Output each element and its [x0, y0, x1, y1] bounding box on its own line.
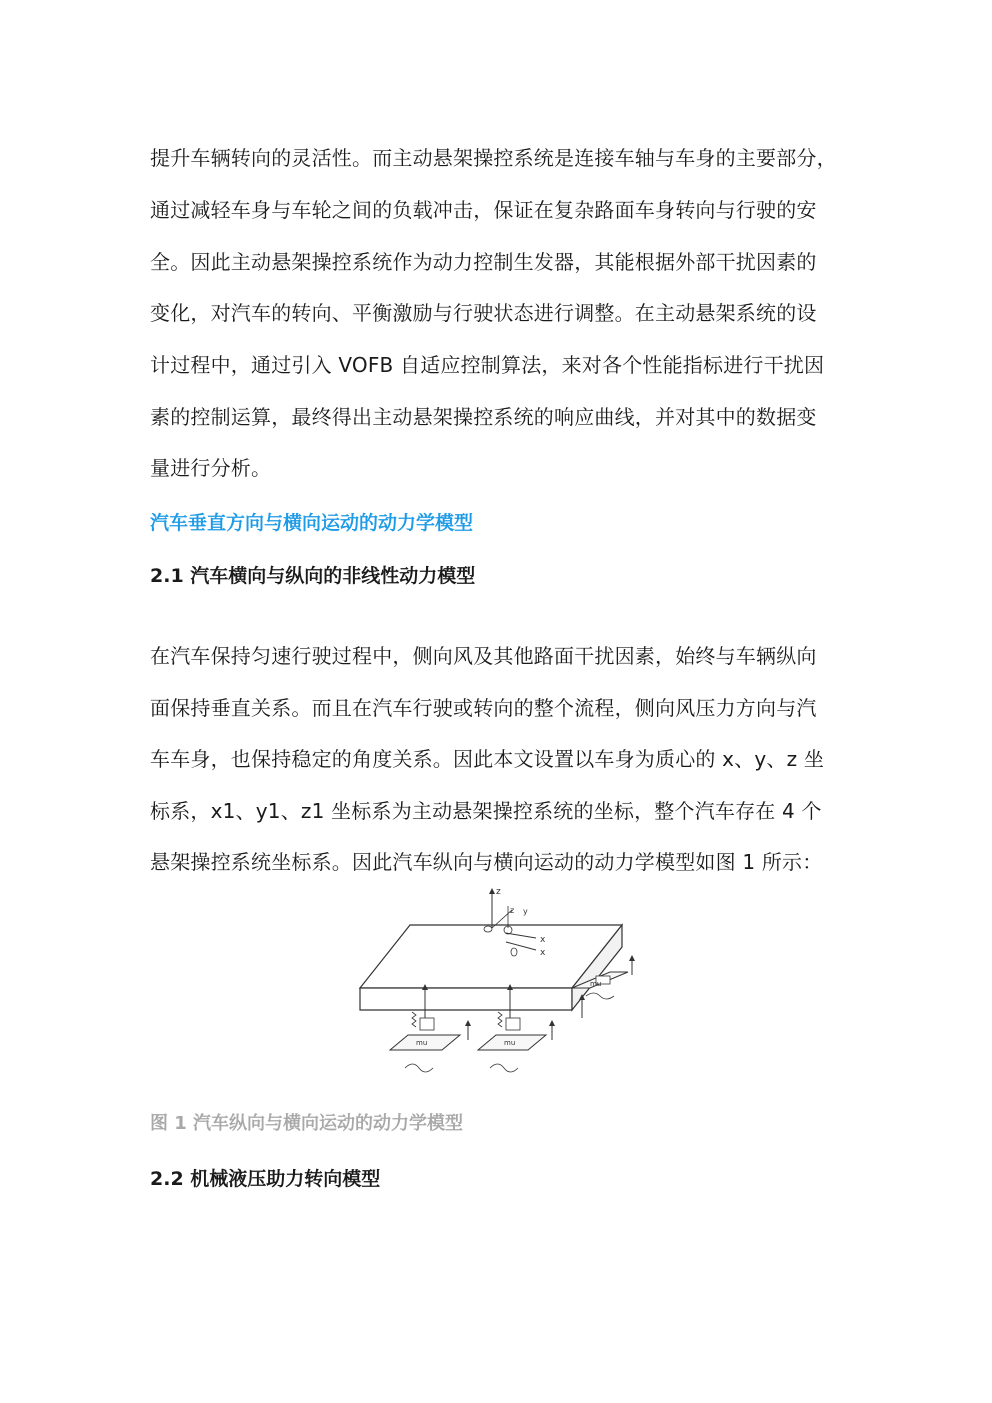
fr-damper — [506, 1018, 520, 1030]
para-2-1-line-5: 悬架操控系统坐标系。因此汽车纵向与横向运动的动力学模型如图 1 所示： — [150, 850, 823, 874]
vehicle-dynamics-figure — [350, 880, 650, 1090]
intro-line-2: 通过减轻车身与车轮之间的负载冲击，保证在复杂路面车身转向与行驶的安 — [150, 198, 817, 222]
para-2-1-line-1: 在汽车保持匀速行驶过程中，侧向风及其他路面干扰因素，始终与车辆纵向 — [150, 644, 817, 668]
x1-axis-label: x — [540, 935, 546, 945]
para-2-1-line-3: 车车身，也保持稳定的角度关系。因此本文设置以车身为质心的 x、y、z 坐 — [150, 747, 825, 771]
intro-line-5: 计过程中，通过引入 VOFB 自适应控制算法，来对各个性能指标进行干扰因 — [150, 353, 825, 377]
intro-line-3: 全。因此主动悬架操控系统作为动力控制生发器，其能根据外部干扰因素的 — [150, 250, 817, 274]
para-2-1-line-2: 面保持垂直关系。而且在汽车行驶或转向的整个流程，侧向风压力方向与汽 — [150, 696, 817, 720]
intro-line-4: 变化，对汽车的转向、平衡激励与行驶状态进行调整。在主动悬架系统的设 — [150, 301, 817, 325]
y1-label: y — [523, 907, 528, 916]
body-front-face — [360, 988, 572, 1010]
z-axis-arrow — [489, 888, 495, 894]
fl-road-profile — [405, 1064, 433, 1072]
fl-damper — [420, 1018, 434, 1030]
fr-spring — [498, 1012, 502, 1027]
figure-caption: 图 1 汽车纵向与横向运动的动力学模型 — [150, 1113, 464, 1134]
intro-line-1: 提升车辆转向的灵活性。而主动悬架操控系统是连接车轴与车身的主要部分， — [150, 146, 837, 170]
fl-spring — [412, 1012, 416, 1027]
z1-label: z — [510, 906, 515, 915]
rear-mu-label: mu — [590, 980, 602, 988]
para-2-1-line-4: 标系，x1、y1、z1 坐标系为主动悬架操控系统的坐标，整个汽车存在 4 个 — [150, 799, 822, 823]
fr-road-profile — [490, 1064, 518, 1072]
section-heading: 汽车垂直方向与横向运动的动力学模型 — [150, 512, 474, 534]
fr-mu-label: mu — [504, 1039, 516, 1047]
rear-arrow-head — [629, 955, 635, 961]
fr-input-arrow-head — [549, 1020, 555, 1026]
subsection-heading-2-1: 2.1 汽车横向与纵向的非线性动力模型 — [150, 565, 476, 587]
z-axis-label: z — [496, 887, 501, 897]
x-axis-label: x — [540, 948, 546, 958]
intro-line-6: 素的控制运算，最终得出主动悬架操控系统的响应曲线，并对其中的数据变 — [150, 405, 817, 429]
subsection-heading-2-2: 2.2 机械液压助力转向模型 — [150, 1168, 381, 1190]
fl-mu-label: mu — [416, 1039, 428, 1047]
fl-input-arrow-head — [465, 1020, 471, 1026]
rear-road-profile — [586, 993, 614, 999]
intro-line-7: 量进行分析。 — [150, 456, 272, 480]
